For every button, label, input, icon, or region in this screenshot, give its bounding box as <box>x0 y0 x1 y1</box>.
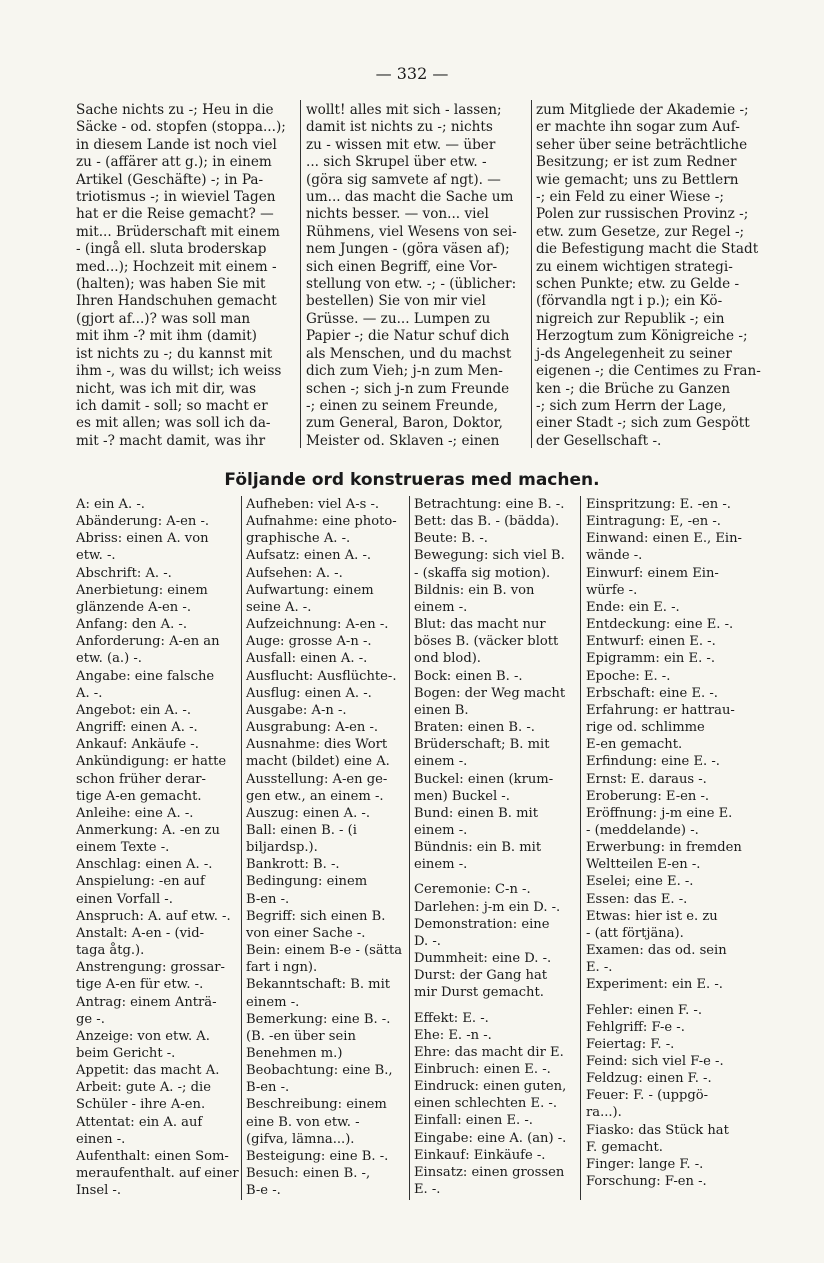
list-item: Auszug: einen A. -. <box>246 805 370 821</box>
list-item: böses B. (väcker blott <box>414 634 559 650</box>
list-item: Anzeige: von etw. A. <box>76 1028 210 1044</box>
text-line: nicht, was ich mit dir, was <box>76 380 257 397</box>
list-item: Ehre: das macht dir E. <box>414 1044 564 1060</box>
text-line: seher über seine beträchtliche <box>536 136 748 153</box>
list-item: Weltteilen E-en -. <box>586 857 701 873</box>
list-gap <box>414 873 576 881</box>
list-item: Ankündigung: er hatte <box>76 754 227 770</box>
list-gap <box>414 1002 576 1010</box>
list-item: Besteigung: eine B. -. <box>246 1148 389 1164</box>
list-item: E. -. <box>414 1182 441 1198</box>
text-line: (gjort af...)? was soll man <box>76 310 251 327</box>
list-item: einem -. <box>414 599 468 615</box>
list-item: Anfang: den A. -. <box>76 617 188 633</box>
list-item: Forschung: F-en -. <box>586 1174 707 1190</box>
text-line: (göra sig samvete af ngt). — <box>306 171 501 188</box>
text-line: bestellen) Sie von mir viel <box>306 293 486 310</box>
list-item: Ausflug: einen A. -. <box>246 685 372 701</box>
list-item: etw. (a.) -. <box>76 651 142 667</box>
list-item: Abschrift: A. -. <box>76 565 172 581</box>
word-list-column-4 <box>586 496 756 1190</box>
list-item: Bett: das B. - (bädda). <box>414 514 560 530</box>
list-item: Ausnahme: dies Wort <box>246 737 388 753</box>
list-item: Eselei; eine E. -. <box>586 874 694 890</box>
list-item: würfe -. <box>586 582 638 598</box>
list-item: Bein: einem B-e - (sätta <box>246 943 403 959</box>
text-line: Besitzung; er ist zum Redner <box>536 154 737 171</box>
list-item: Feldzug: einen F. -. <box>586 1071 712 1087</box>
list-item: mir Durst gemacht. <box>414 985 544 1001</box>
list-item: Entdeckung: eine E. -. <box>586 617 734 633</box>
top-column-1 <box>76 102 294 450</box>
list-item: Attentat: ein A. auf <box>76 1114 203 1130</box>
list-item: Antrag: einem Anträ- <box>76 994 217 1010</box>
list-item: Eröffnung: j-m eine E. <box>586 805 733 821</box>
top-column-2 <box>306 102 528 450</box>
list-item: wände -. <box>586 548 643 564</box>
list-item: Bock: einen B. -. <box>414 668 523 684</box>
list-item: gen etw., an einem -. <box>246 788 384 804</box>
list-item: (B. -en über sein <box>246 1028 356 1044</box>
text-line: Ihren Handschuhen gemacht <box>76 293 277 310</box>
text-line: (förvandla ngt i p.); ein Kö- <box>536 293 723 310</box>
list-item: taga åtg.). <box>76 943 145 959</box>
list-item: einem -. <box>414 754 468 770</box>
list-item: Angabe: eine falsche <box>76 668 215 684</box>
list-item: Feiertag: F. -. <box>586 1036 675 1052</box>
text-line: -; einen zu seinem Freunde, <box>306 397 498 414</box>
list-item: Anspielung: -en auf <box>76 874 205 890</box>
list-item: Schüler - ihre A-en. <box>76 1097 206 1113</box>
list-item: Feuer: F. - (uppgö- <box>586 1088 709 1104</box>
section-heading: Följande ord konstrueras med machen. <box>224 470 600 490</box>
list-item: A. -. <box>76 685 103 701</box>
list-item: Epoche: E. -. <box>586 668 671 684</box>
list-item: Braten: einen B. -. <box>414 720 535 736</box>
list-item: Anforderung: A-en an <box>76 634 220 650</box>
list-item: Benehmen m.) <box>246 1046 343 1061</box>
text-line: Sache nichts zu -; Heu in die <box>76 102 274 118</box>
text-line: wollt! alles mit sich - lassen; <box>306 102 502 118</box>
list-item: Erbschaft: eine E. -. <box>586 685 718 701</box>
list-item: Bildnis: ein B. von <box>414 582 535 598</box>
list-item: Anerbietung: einem <box>76 582 208 598</box>
text-line: Herzogtum zum Königreiche -; <box>536 328 748 345</box>
text-line: eigenen -; die Centimes zu Fran- <box>536 363 761 380</box>
list-item: Abänderung: A-en -. <box>76 514 210 530</box>
text-line: j-ds Angelegenheit zu seiner <box>536 345 732 362</box>
column-divider <box>241 496 242 1200</box>
text-line: mit ihm -? mit ihm (damit) <box>76 328 257 345</box>
list-item: Einsatz: einen grossen <box>414 1164 565 1180</box>
text-line: med...); Hochzeit mit einem - <box>76 258 277 275</box>
text-line: zu - (affärer att g.); in einem <box>76 154 272 171</box>
list-item: Ausstellung: A-en ge- <box>246 771 388 787</box>
list-item: Einkauf: Einkäufe -. <box>414 1147 546 1163</box>
list-item: Durst: der Gang hat <box>414 968 548 984</box>
list-item: Beschreibung: einem <box>246 1097 387 1113</box>
list-item: rige od. schlimme <box>586 720 705 736</box>
list-item: Angriff: einen A. -. <box>76 720 198 736</box>
list-item: B-en -. <box>246 891 290 907</box>
list-item: einen Vorfall -. <box>76 891 173 907</box>
list-item: Erfahrung: er hattrau- <box>586 702 735 718</box>
list-item: Ausgabe: A-n -. <box>246 702 347 718</box>
list-item: E. -. <box>586 960 613 976</box>
list-item: fart i ngn). <box>246 960 318 976</box>
list-item: Experiment: ein E. -. <box>586 977 723 993</box>
text-line: -; sich zum Herrn der Lage, <box>536 397 727 414</box>
list-item: Finger: lange F. -. <box>586 1156 704 1172</box>
text-line: zu - wissen mit etw. — über <box>306 136 496 153</box>
text-line: damit ist nichts zu -; nichts <box>306 119 493 136</box>
list-item: Einspritzung: E. -en -. <box>586 497 731 512</box>
list-item: Anleihe: eine A. -. <box>76 805 194 821</box>
list-item: Bund: einen B. mit <box>414 805 538 821</box>
text-line: schen Punkte; etw. zu Gelde - <box>536 276 740 293</box>
list-item: Anmerkung: A. -en zu <box>76 822 220 838</box>
list-item: B-e -. <box>246 1183 281 1199</box>
list-item: einen B. <box>414 702 469 718</box>
text-line: stellung von etw. -; - (üblicher: <box>306 276 517 293</box>
list-item: (gifva, lämna...). <box>246 1131 355 1147</box>
list-item: men) Buckel -. <box>414 788 510 804</box>
column-divider <box>580 496 581 1200</box>
list-item: Aufwartung: einem <box>246 582 374 598</box>
list-item: Bekanntschaft: B. mit <box>246 977 391 993</box>
list-item: Essen: das E. -. <box>586 891 688 907</box>
text-line: in diesem Lande ist noch viel <box>76 136 277 153</box>
text-line: nigreich zur Republik -; ein <box>536 310 725 327</box>
list-item: Erfindung: eine E. -. <box>586 754 720 770</box>
list-item: Besuch: einen B. -, <box>246 1166 371 1182</box>
list-item: A: ein A. -. <box>76 497 145 512</box>
list-item: Ankauf: Ankäufe -. <box>76 737 199 753</box>
list-gap <box>586 994 756 1002</box>
list-item: macht (bildet) eine A. <box>246 754 390 770</box>
list-item: Ball: einen B. - (i <box>246 822 357 838</box>
list-item: seine A. -. <box>246 599 312 615</box>
list-item: - (skaffa sig motion). <box>414 565 551 581</box>
text-line: ich damit - soll; so macht er <box>76 397 268 414</box>
list-item: tige A-en gemacht. <box>76 788 202 804</box>
list-item: Erwerbung: in fremden <box>586 840 742 856</box>
list-item: Ausflucht: Ausflüchte-. <box>246 668 397 684</box>
text-line: er machte ihn sogar zum Auf- <box>536 119 740 136</box>
list-item: Examen: das od. sein <box>586 943 727 959</box>
list-item: Einwand: einen E., Ein- <box>586 531 742 547</box>
text-line: ... sich Skrupel über etw. - <box>306 154 487 171</box>
text-line: zum General, Baron, Doktor, <box>306 415 503 432</box>
list-item: Aufheben: viel A-s -. <box>246 497 380 512</box>
list-item: einem Texte -. <box>76 840 170 856</box>
list-item: - (meddelande) -. <box>586 822 699 838</box>
list-item: Abriss: einen A. von <box>76 531 209 547</box>
column-divider <box>531 100 532 448</box>
text-line: -; ein Feld zu einer Wiese -; <box>536 189 724 206</box>
list-item: Ausfall: einen A. -. <box>246 651 368 667</box>
list-item: Eroberung: E-en -. <box>586 788 710 804</box>
list-item: Ceremonie: C-n -. <box>414 882 531 898</box>
top-column-3 <box>536 102 761 450</box>
text-line: zu einem wichtigen strategi- <box>536 258 733 275</box>
list-item: Bewegung: sich viel B. <box>414 548 565 564</box>
list-item: Appetit: das macht A. <box>76 1063 220 1079</box>
text-line: Artikel (Geschäfte) -; in Pa- <box>76 171 264 188</box>
list-item: Einfall: einen E. -. <box>414 1113 533 1129</box>
list-item: etw. -. <box>76 548 116 564</box>
list-item: Etwas: hier ist e. zu <box>586 908 718 924</box>
list-item: einem -. <box>414 857 468 873</box>
word-list-column-3 <box>414 496 576 1198</box>
text-line: nem Jungen - (göra väsen af); <box>306 241 510 258</box>
list-item: Ausgrabung: A-en -. <box>246 720 379 736</box>
text-line: als Menschen, und du machst <box>306 345 512 362</box>
list-item: eine B. von etw. - <box>246 1114 360 1130</box>
list-item: tige A-en für etw. -. <box>76 977 204 993</box>
list-item: biljardsp.). <box>246 840 318 856</box>
list-item: F. gemacht. <box>586 1139 663 1155</box>
text-line: etw. zum Gesetze, zur Regel -; <box>536 223 745 240</box>
list-item: Fiasko: das Stück hat <box>586 1122 729 1138</box>
text-line: um... das macht die Sache um <box>306 189 514 206</box>
text-line: ihm -, was du willst; ich weiss <box>76 363 282 380</box>
text-line: Rühmens, viel Wesens von sei- <box>306 223 517 240</box>
list-item: Ende: ein E. -. <box>586 599 680 615</box>
list-item: Begriff: sich einen B. <box>246 908 386 924</box>
list-item: Feind: sich viel F-e -. <box>586 1054 724 1069</box>
list-item: Aufsatz: einen A. -. <box>246 548 372 564</box>
list-item: Arbeit: gute A. -; die <box>76 1080 211 1096</box>
text-line: zum Mitgliede der Akademie -; <box>536 102 749 118</box>
list-item: Fehlgriff: F-e -. <box>586 1019 685 1035</box>
list-item: Betrachtung: eine B. -. <box>414 497 565 512</box>
list-item: Buckel: einen (krum- <box>414 771 554 787</box>
list-item: Entwurf: einen E. -. <box>586 634 716 650</box>
list-item: von einer Sache -. <box>246 925 366 941</box>
list-item: B-en -. <box>246 1080 290 1096</box>
list-item: glänzende A-en -. <box>76 599 191 615</box>
text-line: ken -; die Brüche zu Ganzen <box>536 380 731 397</box>
list-item: Blut: das macht nur <box>414 617 546 633</box>
list-item: beim Gericht -. <box>76 1046 176 1061</box>
word-list-column-1 <box>76 496 239 1199</box>
text-line: triotismus -; in wieviel Tagen <box>76 189 276 206</box>
list-item: Auge: grosse A-n -. <box>246 634 372 650</box>
list-item: Fehler: einen F. -. <box>586 1002 702 1018</box>
list-item: Angebot: ein A. -. <box>76 702 192 718</box>
text-line: Säcke - od. stopfen (stoppa...); <box>76 119 286 136</box>
word-list-column-2 <box>246 496 406 1199</box>
list-item: einen -. <box>76 1131 126 1147</box>
list-item: Bankrott: B. -. <box>246 857 340 873</box>
text-line: mit -? macht damit, was ihr <box>76 432 266 449</box>
list-item: Anschlag: einen A. -. <box>76 857 213 873</box>
list-item: E-en gemacht. <box>586 737 683 753</box>
text-line: Polen zur russischen Provinz -; <box>536 206 749 223</box>
list-item: Eintragung: E, -en -. <box>586 514 721 530</box>
column-divider <box>300 100 301 448</box>
list-item: Dummheit: eine D. -. <box>414 951 552 967</box>
list-item: Aufzeichnung: A-en -. <box>246 617 389 633</box>
text-line: mit... Brüderschaft mit einem <box>76 223 280 240</box>
text-line: es mit allen; was soll ich da- <box>76 415 271 432</box>
list-item: ond blod). <box>414 651 481 667</box>
list-item: - (att förtjäna). <box>586 925 684 941</box>
text-line: Meister od. Sklaven -; einen <box>306 432 500 449</box>
list-item: Bemerkung: eine B. -. <box>246 1011 391 1027</box>
list-item: schon früher derar- <box>76 771 206 787</box>
list-item: Bogen: der Weg macht <box>414 685 566 701</box>
list-item: Ernst: E. daraus -. <box>586 771 707 787</box>
list-item: Darlehen: j-m ein D. -. <box>414 899 561 915</box>
list-item: ra...). <box>586 1105 622 1121</box>
list-item: Aufenthalt: einen Som- <box>76 1148 229 1164</box>
text-line: sich einen Begriff, eine Vor- <box>306 258 498 275</box>
list-item: Effekt: E. -. <box>414 1010 489 1026</box>
text-line: schen -; sich j-n zum Freunde <box>306 380 510 397</box>
list-item: Anspruch: A. auf etw. -. <box>76 908 231 924</box>
list-item: Aufsehen: A. -. <box>246 565 343 581</box>
list-item: Aufnahme: eine photo- <box>246 514 397 530</box>
list-item: Anstrengung: grossar- <box>76 960 225 976</box>
list-item: D. -. <box>414 933 441 949</box>
list-item: Bündnis: ein B. mit <box>414 840 542 856</box>
column-divider <box>409 496 410 1200</box>
list-item: Insel -. <box>76 1183 122 1199</box>
list-item: Eingabe: eine A. (an) -. <box>414 1130 567 1146</box>
list-item: Eindruck: einen guten, <box>414 1079 567 1095</box>
list-item: meraufenthalt. auf einer <box>76 1166 239 1182</box>
text-line: dich zum Vieh; j-n zum Men- <box>306 363 503 380</box>
list-item: Einbruch: einen E. -. <box>414 1062 551 1077</box>
list-item: Bedingung: einem <box>246 874 368 890</box>
page-number: — 332 — <box>375 64 449 83</box>
text-line: einer Stadt -; sich zum Gespött <box>536 415 750 432</box>
list-item: Einwurf: einem Ein- <box>586 565 719 581</box>
text-line: hat er die Reise gemacht? — <box>76 206 274 223</box>
list-item: einem -. <box>414 822 468 838</box>
text-line: der Gesellschaft -. <box>536 432 662 449</box>
text-line: wie gemacht; uns zu Bettlern <box>536 171 739 188</box>
list-item: Epigramm: ein E. -. <box>586 651 715 667</box>
text-line: - (ingå ell. sluta broderskap <box>76 241 267 258</box>
list-item: ge -. <box>76 1011 105 1027</box>
list-item: Anstalt: A-en - (vid- <box>76 925 205 941</box>
list-item: einen schlechten E. -. <box>414 1096 557 1112</box>
text-line: Grüsse. — zu... Lumpen zu <box>306 310 491 327</box>
text-line: nichts besser. — von... viel <box>306 206 489 223</box>
text-line: (halten); was haben Sie mit <box>76 276 266 293</box>
list-item: Demonstration: eine <box>414 916 550 932</box>
text-line: Papier -; die Natur schuf dich <box>306 328 510 345</box>
list-item: graphische A. -. <box>246 531 351 547</box>
list-item: Ehe: E. -n -. <box>414 1027 492 1043</box>
text-line: ist nichts zu -; du kannst mit <box>76 345 273 362</box>
list-item: einem -. <box>246 994 300 1010</box>
text-line: die Befestigung macht die Stadt <box>536 241 759 258</box>
list-item: Beute: B. -. <box>414 531 488 547</box>
list-item: Brüderschaft; B. mit <box>414 737 550 753</box>
list-item: Beobachtung: eine B., <box>246 1063 393 1079</box>
